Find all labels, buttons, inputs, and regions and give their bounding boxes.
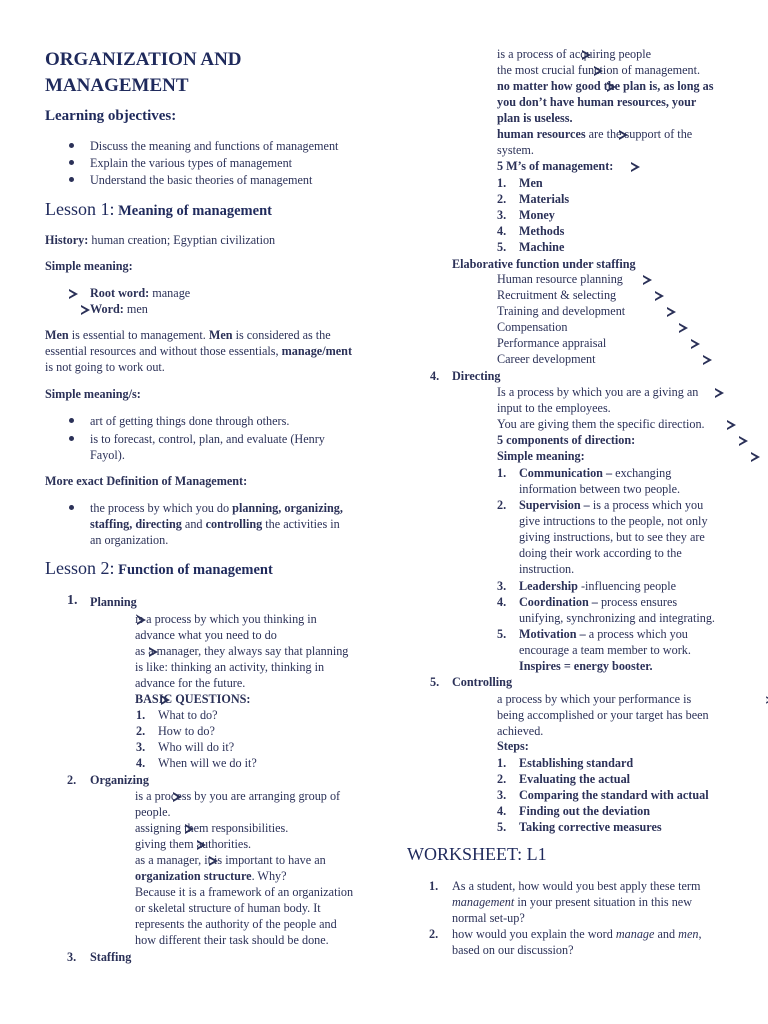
bold-text: controlling (205, 517, 263, 531)
worksheet-question-cont: based on our discussion? (452, 943, 574, 957)
arrow-bullet-icon (739, 436, 748, 446)
staffing-item (497, 126, 692, 142)
step-item: Finding out the deviation (519, 804, 651, 818)
staffing-item: is a process of acquiring people (497, 47, 651, 61)
list-number: 1. (497, 466, 507, 480)
list-number: 4. (497, 804, 507, 818)
organizing-item-cont: people. (135, 805, 171, 819)
italic-text: management (452, 895, 515, 909)
question-item: How to do? (158, 724, 215, 738)
definition-line2 (90, 516, 340, 532)
bold-text: staffing, directing (90, 517, 182, 531)
organizing-item: as a manager, it is important to have an (135, 853, 326, 867)
list-number: 3. (497, 788, 507, 802)
component-item-cont: doing their work according to the (519, 546, 682, 560)
text: essential resources and without those essentials, (45, 344, 282, 358)
word-text: men (123, 302, 148, 316)
objective-item: Explain the various types of management (90, 156, 293, 170)
controlling-item-cont: being accomplished or your target has been (497, 708, 709, 722)
objective-item: Discuss the meaning and functions of management (90, 139, 339, 153)
organizing-item-cont: represents the authority of the people and (135, 917, 337, 931)
organizing-heading: Organizing (90, 773, 149, 787)
controlling-heading: Controlling (452, 675, 513, 689)
men-paragraph-line1 (45, 327, 331, 343)
list-number: 2. (136, 724, 146, 738)
staffing-heading: Staffing (90, 950, 132, 964)
basic-questions-heading: BASIC QUESTIONS: (135, 692, 251, 706)
text: are the support of the (585, 127, 693, 141)
list-number: 2. (497, 498, 507, 512)
text: the activities in (262, 517, 340, 531)
lesson2-heading (45, 560, 273, 578)
history-label: History: (45, 233, 89, 247)
step-item: Establishing standard (519, 756, 634, 770)
text: -influencing people (577, 579, 677, 593)
worksheet-question-cont: normal set-up? (452, 911, 525, 925)
simple-meaning-item-cont: Fayol). (90, 448, 125, 462)
bold-text: Leadership (519, 579, 578, 593)
planning-item-cont: is like: thinking an activity, thinking in (135, 660, 325, 674)
steps-heading: Steps: (497, 739, 529, 753)
directing-item: Simple meaning: (497, 449, 585, 463)
lesson1-label: Lesson 1: (45, 199, 115, 219)
step-item: Evaluating the actual (519, 772, 631, 786)
text: in your present situation in this new (514, 895, 692, 909)
worksheet-heading: WORKSHEET: L1 (407, 844, 547, 864)
root-label: Root word: (90, 286, 150, 300)
definition-line1 (90, 500, 343, 516)
m-item: Materials (519, 192, 570, 206)
lesson2-title: Function of management (114, 562, 273, 578)
arrow-bullet-icon (655, 291, 664, 301)
bold-text: Men (208, 328, 233, 342)
list-number: 4. (497, 595, 507, 609)
bold-text: Supervision – (519, 498, 590, 512)
arrow-bullet-icon (703, 355, 712, 365)
list-number: 3. (497, 579, 507, 593)
organizing-item-cont: Because it is a framework of an organization (135, 885, 354, 899)
bold-text: Coordination – (519, 595, 598, 609)
organizing-item-cont (135, 868, 287, 884)
simple-meaning-item: art of getting things done through others. (90, 414, 290, 428)
staffing-function-item: Performance appraisal (497, 336, 607, 350)
component-item-cont: instruction. (519, 562, 575, 576)
planning-number: 1. (67, 593, 78, 608)
text: , (698, 927, 702, 941)
bold-text: planning, organizing, (232, 501, 343, 515)
history-line (45, 232, 275, 248)
list-number: 2. (429, 927, 439, 941)
bullet-dot (69, 436, 74, 441)
lesson1-title: Meaning of management (114, 203, 272, 219)
m-item: Money (519, 208, 555, 222)
bullet-dot (69, 143, 74, 148)
question-item: When will we do it? (158, 756, 257, 770)
list-number: 2. (497, 192, 507, 206)
definition-line3: an organization. (90, 533, 169, 547)
worksheet-question-cont (452, 894, 692, 910)
arrow-bullet-icon (667, 307, 676, 317)
text: . Why? (251, 869, 287, 883)
component-item (519, 578, 676, 594)
bold-text: organization structure (135, 869, 252, 883)
m-item: Machine (519, 240, 565, 254)
component-item-cont: unifying, synchronizing and integrating. (519, 611, 715, 625)
list-number: 5. (497, 240, 507, 254)
history-text: human creation; Egyptian civilization (88, 233, 276, 247)
italic-text: men (678, 927, 699, 941)
component-item-cont: give intructions to the people, not only (519, 514, 708, 528)
staffing-item-cont: system. (497, 143, 534, 157)
text: exchanging (612, 466, 672, 480)
staffing-item-cont: you don’t have human resources, your (497, 95, 697, 109)
organizing-item-cont: how different their task should be done. (135, 933, 329, 947)
bold-text: Motivation – (519, 627, 586, 641)
bullet-dot (69, 505, 74, 510)
planning-item: is a process by which you thinking in (135, 612, 317, 626)
staffing-function-item: Career development (497, 352, 596, 366)
staffing-number: 3. (67, 950, 77, 964)
organizing-item: is a process by you are arranging group of (135, 789, 341, 803)
elaborative-heading: Elaborative function under staffing (452, 257, 636, 271)
component-item-cont: giving instructions, but to see they are (519, 530, 705, 544)
simple-meaning-item: is to forecast, control, plan, and evaluate (Henry (90, 432, 325, 446)
organizing-item: assigning them responsibilities. (135, 821, 289, 835)
objective-item: Understand the basic theories of management (90, 173, 313, 187)
staffing-function-item: Human resource planning (497, 272, 623, 286)
list-number: 3. (497, 208, 507, 222)
step-item: Comparing the standard with actual (519, 788, 709, 802)
men-paragraph-line3: is not going to work out. (45, 360, 165, 374)
directing-item: You are giving them the specific direction. (497, 417, 705, 431)
text: and (654, 927, 679, 941)
text: a process which you (585, 627, 688, 641)
simple-meaning-heading: Simple meaning: (45, 259, 133, 273)
arrow-bullet-icon (69, 289, 78, 299)
m-item: Men (519, 176, 543, 190)
five-ms-heading: 5 M’s of management: (497, 159, 614, 173)
arrow-bullet-icon (691, 339, 700, 349)
staffing-item-cont: plan is useless. (497, 111, 573, 125)
text: process ensures (597, 595, 678, 609)
italic-text: manage (615, 927, 655, 941)
planning-heading: Planning (90, 595, 137, 609)
list-number: 5. (497, 627, 507, 641)
root-text: manage (149, 286, 191, 300)
planning-item-cont: advance what you need to do (135, 628, 277, 642)
component-item-cont: information between two people. (519, 482, 681, 496)
staffing-function-item: Training and development (497, 304, 626, 318)
list-number: 4. (136, 756, 146, 770)
doc-title-line1: ORGANIZATION AND (45, 49, 242, 70)
text: and (181, 517, 206, 531)
lesson2-label: Lesson 2: (45, 558, 115, 578)
component-item-cont: encourage a team member to work. (519, 643, 691, 657)
arrow-bullet-icon (715, 388, 724, 398)
text: is essential to management. (68, 328, 209, 342)
bold-text: manage/ment (281, 344, 352, 358)
arrow-bullet-icon (643, 275, 652, 285)
directing-item: Is a process by which you are a giving an (497, 385, 699, 399)
arrow-bullet-icon (727, 420, 736, 430)
organizing-number: 2. (67, 773, 77, 787)
arrow-bullet-icon (679, 323, 688, 333)
question-item: What to do? (158, 708, 218, 722)
organizing-item-cont: or skeletal structure of human body. It (135, 901, 321, 915)
staffing-item: no matter how good the plan is, as long as (497, 79, 714, 93)
question-item: Who will do it? (158, 740, 235, 754)
list-number: 3. (136, 740, 146, 754)
list-number: 1. (497, 756, 507, 770)
directing-item-cont: input to the employees. (497, 401, 611, 415)
m-item: Methods (519, 224, 565, 238)
bold-text: Communication – (519, 466, 613, 480)
list-number: 2. (497, 772, 507, 786)
arrow-bullet-icon (81, 305, 90, 315)
controlling-number: 5. (430, 675, 440, 689)
list-number: 1. (136, 708, 146, 722)
component-item (519, 626, 688, 642)
staffing-function-item: Recruitment & selecting (497, 288, 617, 302)
text: how would you explain the word (452, 927, 616, 941)
organizing-item: giving them authorities. (135, 837, 252, 851)
word-line (90, 301, 148, 317)
directing-heading: Directing (452, 369, 501, 383)
controlling-item: a process by which your performance is (497, 692, 692, 706)
worksheet-question: As a student, how would you best apply these term (452, 879, 701, 893)
bullet-dot (69, 160, 74, 165)
directing-item: 5 components of direction: (497, 433, 636, 447)
staffing-item: the most crucial function of management. (497, 63, 701, 77)
word-label: Word: (90, 302, 124, 316)
more-exact-heading: More exact Definition of Management: (45, 474, 248, 488)
bullet-dot (69, 177, 74, 182)
simple-meanings-heading: Simple meaning/s: (45, 387, 141, 401)
text: is considered as the (232, 328, 331, 342)
arrow-bullet-icon (631, 162, 640, 172)
doc-title-line2: MANAGEMENT (45, 75, 189, 96)
planning-item: as a manager, they always say that planning (135, 644, 349, 658)
root-word-line (90, 285, 190, 301)
component-item (519, 497, 703, 513)
controlling-item-cont: achieved. (497, 724, 544, 738)
bullet-dot (69, 418, 74, 423)
step-item: Taking corrective measures (519, 820, 662, 834)
list-number: 1. (429, 879, 439, 893)
objectives-heading: Learning objectives: (45, 108, 177, 124)
staffing-function-item: Compensation (497, 320, 568, 334)
worksheet-question (452, 926, 702, 942)
component-item-cont: Inspires = energy booster. (519, 659, 653, 673)
text: the process by which you do (90, 501, 233, 515)
list-number: 5. (497, 820, 507, 834)
lesson1-heading (45, 201, 272, 219)
bold-text: Men (45, 328, 69, 342)
list-number: 4. (497, 224, 507, 238)
directing-number: 4. (430, 369, 440, 383)
arrow-bullet-icon (751, 452, 760, 462)
text: is a process which you (589, 498, 704, 512)
planning-item-cont: advance for the future. (135, 676, 246, 690)
component-item (519, 465, 671, 481)
bold-text: human resources (497, 127, 586, 141)
component-item (519, 594, 677, 610)
men-paragraph-line2 (45, 343, 352, 359)
list-number: 1. (497, 176, 507, 190)
